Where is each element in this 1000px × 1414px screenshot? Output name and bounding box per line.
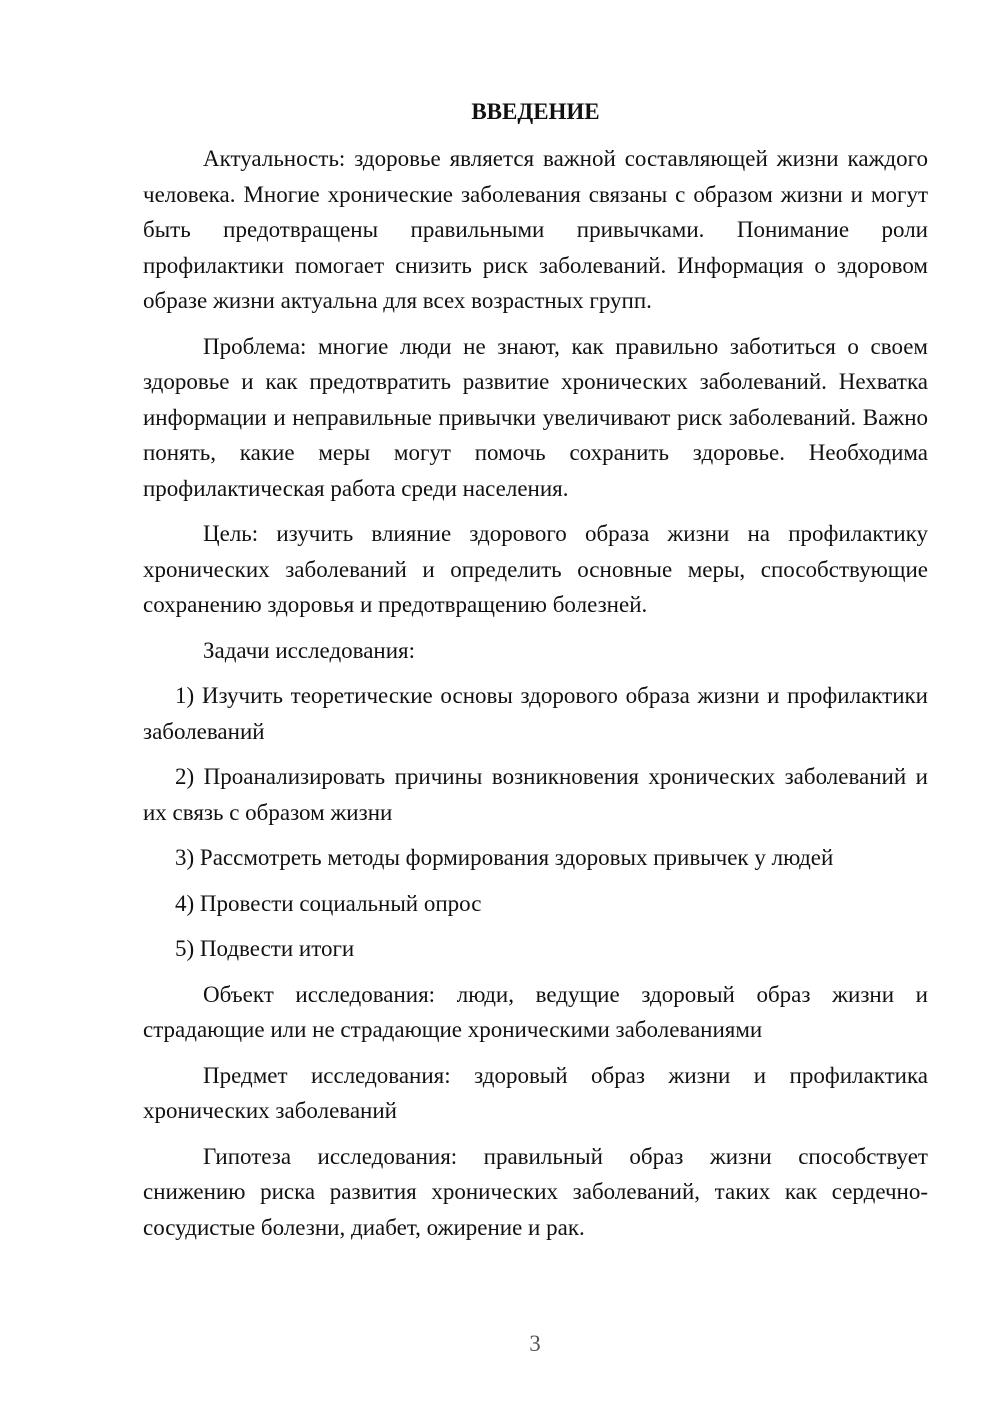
tasks-heading: Задачи исследования: bbox=[203, 637, 416, 663]
paragraph-problem: Проблема: многие люди не знают, как правильно заботиться о своем здоровье и как предотвратить развитие хронических заболеваний. Нехватка информации и неправильные привычки увеличивают риск заболеваний. Важно понять, какие меры могут помочь сохранить здоровье. Необходима профилактическая работа среди населения. bbox=[143, 333, 928, 501]
task-item: 1) Изучить теоретические основы здорового образа жизни и профилактики заболеваний bbox=[143, 683, 928, 744]
document-title: ВВЕДЕНИЕ bbox=[471, 99, 600, 124]
task-item: 3) Рассмотреть методы формирования здоровых привычек у людей bbox=[175, 845, 834, 870]
paragraph-goal: Цель: изучить влияние здорового образа жизни на профилактику хронических заболеваний и определить основные меры, способствующие сохранению здоровья и предотвращению болезней. bbox=[143, 521, 928, 617]
paragraph-object: Объект исследования: люди, ведущие здоровый образ жизни и страдающие или не страдающие хроническими заболеваниями bbox=[143, 981, 928, 1042]
paragraph-subject: Предмет исследования: здоровый образ жизни и профилактика хронических заболеваний bbox=[143, 1062, 928, 1123]
paragraph-hypothesis: Гипотеза исследования: правильный образ жизни способствует снижению риска развития хронических заболеваний, таких как сердечно-сосудистые болезни, диабет, ожирение и рак. bbox=[143, 1143, 928, 1240]
task-item: 5) Подвести итоги bbox=[175, 936, 355, 961]
task-item: 2) Проанализировать причины возникновения хронических заболеваний и их связь с образом жизни bbox=[143, 764, 928, 825]
document-page bbox=[143, 94, 928, 1255]
task-item: 4) Провести социальный опрос bbox=[175, 890, 482, 916]
paragraph-relevance: Актуальность: здоровье является важной составляющей жизни каждого человека. Многие хронические заболевания связаны с образом жизни и могут быть предотвращены правильными привычками. Понимание роли профилактики помогает снизить риск заболеваний. Информация о здоровом образе жизни актуальна для всех возрастных групп. bbox=[143, 146, 928, 313]
page-number: 3 bbox=[529, 1331, 541, 1356]
